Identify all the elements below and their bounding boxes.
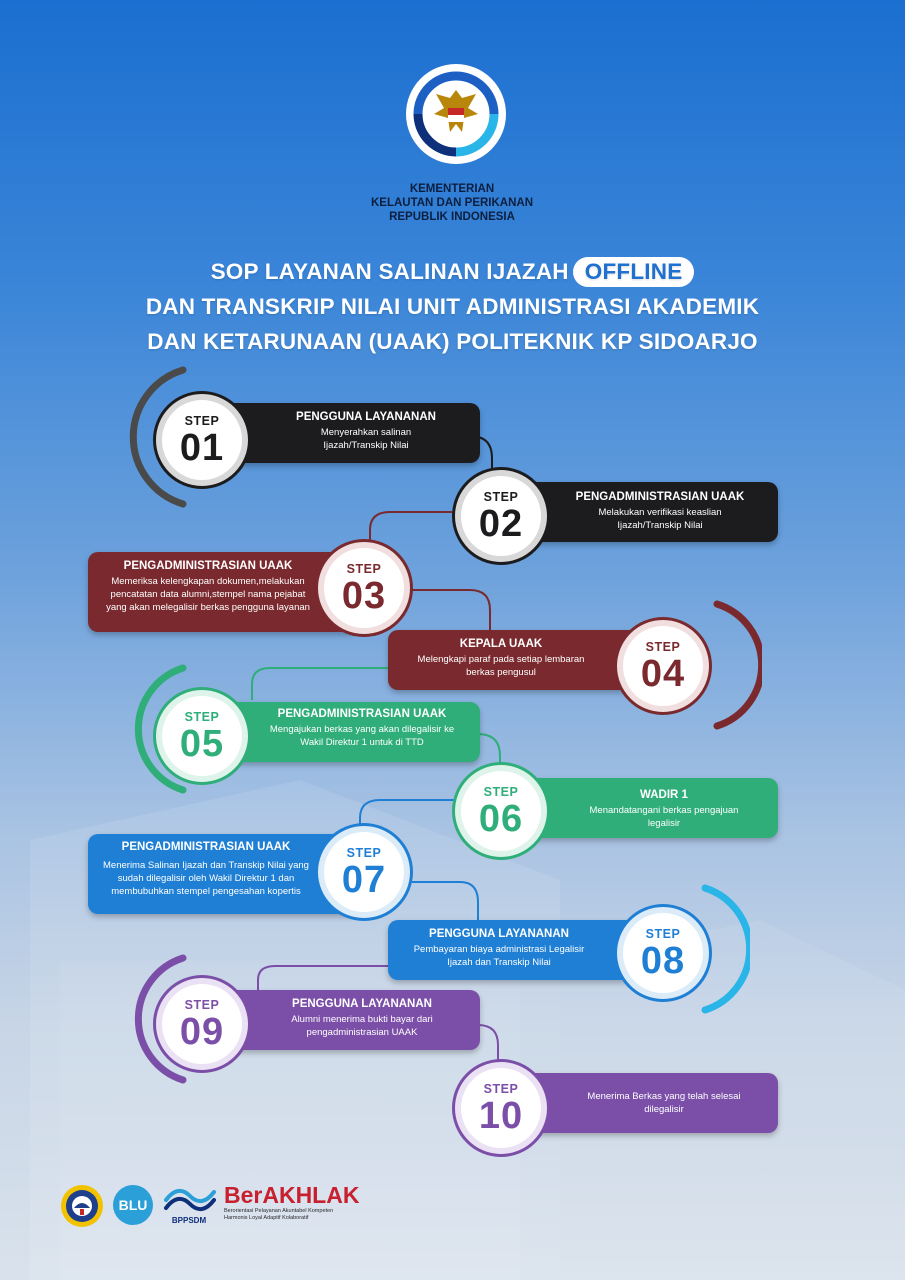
step-09-description: Alumni menerima bukti bayar dari pengadministrasian UAAK: [291, 1014, 433, 1038]
step-04-box: [388, 630, 648, 690]
bppsdm-logo-icon: [160, 1182, 218, 1226]
step-07-title: PENGADMINISTRASIAN UAAK: [121, 841, 291, 853]
berakhlak-word: BerAKHLAK: [224, 1182, 360, 1208]
step-02-number: 02: [478, 503, 524, 545]
step-08-number: 08: [640, 940, 686, 982]
step-09-circle: [156, 978, 248, 1070]
step-06-box: [508, 778, 778, 838]
step-02-box: [510, 482, 778, 542]
step-07-number: 07: [341, 859, 387, 901]
step-08-title: PENGGUNA LAYANANAN: [429, 928, 569, 940]
step-06-description: Menandatangani berkas pengajuan legalisir: [589, 805, 739, 829]
step-10-circle: [455, 1062, 547, 1154]
title-line-3: DAN KETARUNAAN (UAAK) POLITEKNIK KP SIDOARJO: [147, 329, 758, 354]
step-03-title: PENGADMINISTRASIAN UAAK: [123, 560, 293, 572]
step-05-title: PENGADMINISTRASIAN UAAK: [277, 708, 447, 720]
step-05-number: 05: [179, 723, 225, 765]
step-04-description: Melengkapi paraf pada setiap lembaran berkas pengusul: [417, 654, 585, 678]
step-07-label: STEP: [346, 846, 382, 860]
step-08-box: [388, 920, 648, 980]
step-04-label: STEP: [645, 640, 681, 654]
step-02-label: STEP: [483, 490, 519, 504]
ministry-line-2: KELAUTAN DAN PERIKANAN: [370, 197, 534, 209]
step-10-number: 10: [478, 1095, 524, 1137]
ministry-line-1: KEMENTERIAN: [409, 183, 495, 195]
step-05-label: STEP: [184, 710, 220, 724]
garuda-emblem-icon: [400, 58, 512, 170]
politeknik-kp-sidoarjo-seal-icon: [60, 1184, 104, 1228]
step-10-box: [508, 1073, 778, 1133]
step-06-circle: [455, 765, 547, 857]
step-07-circle: [318, 826, 410, 918]
step-08-label: STEP: [645, 927, 681, 941]
step-08-circle: [617, 907, 709, 999]
title-line-2: DAN TRANSKRIP NILAI UNIT ADMINISTRASI AKADEMIK: [145, 294, 760, 319]
step-08-description: Pembayaran biaya administrasi Legalisir Ijazah dan Transkip Nilai: [413, 944, 585, 968]
berakhlak-tagline-2: Harmonis Loyal Adaptif Kolaboratif: [224, 1215, 309, 1221]
step-03-label: STEP: [346, 562, 382, 576]
step-02-description: Melakukan verifikasi keaslian Ijazah/Transkip Nilai: [598, 507, 722, 531]
blu-logo-icon: [112, 1184, 154, 1226]
step-05-description: Mengajukan berkas yang akan dilegalisir ke Wakil Direktur 1 untuk di TTD: [269, 724, 455, 748]
berakhlak-logo: [224, 1182, 374, 1222]
berakhlak-tagline-1: Berorientasi Pelayanan Akuntabel Kompeten: [224, 1208, 334, 1214]
step-06-label: STEP: [483, 785, 519, 799]
step-01-label: STEP: [184, 414, 220, 428]
step-09-number: 09: [179, 1011, 225, 1053]
step-07-description: Menerima Salinan Ijazah dan Transkip Nilai yang sudah dilegalisir oleh Wakil Direktur 1 dan membubuhkan stempel pengesahan kopertis: [103, 860, 309, 897]
step-01-description: Menyerahkan salinan Ijazah/Transkip Nilai: [320, 427, 412, 451]
step-04-title: KEPALA UAAK: [459, 638, 543, 650]
step-06-number: 06: [478, 798, 524, 840]
ministry-name: [352, 182, 552, 224]
step-10-description: Menerima Berkas yang telah selesai dilegalisir: [587, 1091, 741, 1115]
step-05-circle: [156, 690, 248, 782]
step-01-title: PENGGUNA LAYANANAN: [296, 411, 436, 423]
bppsdm-logo-text: BPPSDM: [171, 1216, 207, 1225]
step-09-title: PENGGUNA LAYANANAN: [292, 998, 432, 1010]
title-line-1: SOP LAYANAN SALINAN IJAZAH: [210, 259, 569, 284]
step-03-description: Memeriksa kelengkapan dokumen,melakukan pencatatan data alumni,stempel nama pejabat yang akan melegalisir berkas pengguna layanan: [106, 576, 310, 613]
step-02-title: PENGADMINISTRASIAN UAAK: [575, 491, 745, 503]
step-09-label: STEP: [184, 998, 220, 1012]
offline-badge: OFFLINE: [573, 257, 695, 287]
step-02-circle: [455, 470, 547, 562]
step-06-title: WADIR 1: [640, 789, 688, 801]
page-title: [40, 254, 865, 359]
step-01-number: 01: [179, 427, 225, 469]
step-04-number: 04: [640, 653, 686, 695]
step-04-circle: [617, 620, 709, 712]
ministry-line-3: REPUBLIK INDONESIA: [389, 211, 515, 223]
blu-logo-text: BLU: [118, 1197, 148, 1213]
step-01-circle: [156, 394, 248, 486]
step-03-number: 03: [341, 575, 387, 617]
step-10-label: STEP: [483, 1082, 519, 1096]
step-03-circle: [318, 542, 410, 634]
step-04-arc: [712, 600, 762, 730]
